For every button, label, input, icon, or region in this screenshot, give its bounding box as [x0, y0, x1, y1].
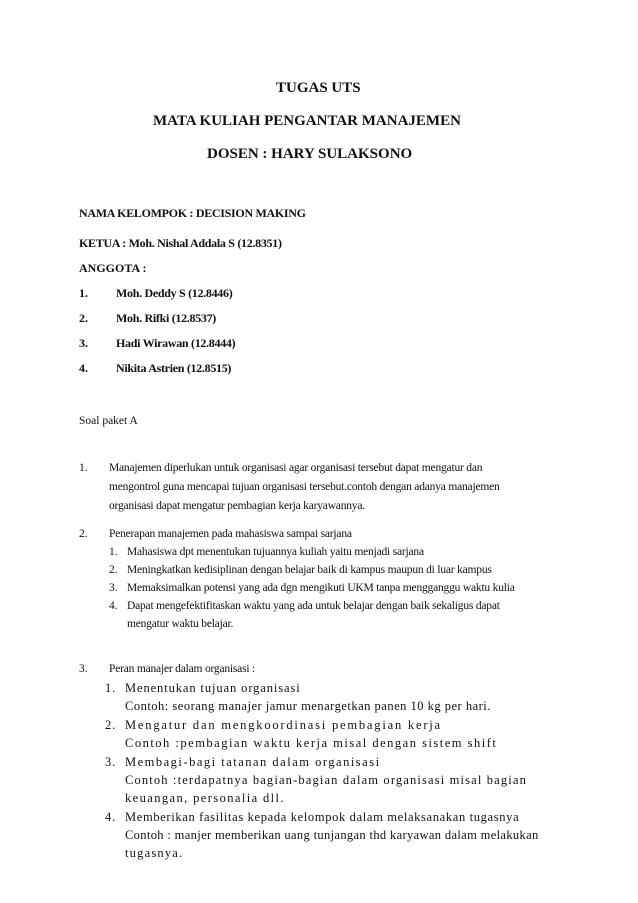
member-name: Hadi Wirawan (12.8444) [116, 336, 236, 350]
sub-item-text: Meningkatkan kedisiplinan dengan belajar baik di kampus maupun di luar kampus [127, 564, 492, 576]
member-number: 1. [79, 286, 88, 300]
member-number: 3. [79, 336, 88, 350]
sub-item-text: Contoh :terdapatnya bagian-bagian dalam organisasi misal bagian [125, 773, 527, 787]
sub-item-text: Mahasiswa dpt menentukan tujuannya kuliah yaitu menjadi sarjana [127, 546, 424, 558]
sub-item-text: Membagi-bagi tatanan dalam organisasi [125, 755, 381, 769]
sub-item-text: Mengatur dan mengkoordinasi pembagian kerja [125, 718, 442, 732]
package-label: Soal paket A [79, 415, 138, 427]
answer-number: 2. [79, 528, 88, 540]
answer-intro: Penerapan manajemen pada mahasiswa sampai sarjana [109, 528, 352, 540]
answer-number: 1. [79, 462, 88, 474]
member-name: Nikita Astrien (12.8515) [116, 361, 232, 375]
course-title: MATA KULIAH PENGANTAR MANAJEMEN [153, 113, 461, 129]
group-leader: KETUA : Moh. Nishal Addala S (12.8351) [79, 236, 282, 250]
members-label: ANGGOTA : [79, 261, 147, 275]
sub-item-text: Memaksimalkan potensi yang ada dgn mengikuti UKM tanpa mengganggu waktu kulia [127, 582, 515, 594]
sub-item-number: 2. [109, 564, 118, 576]
sub-item-number: 1. [109, 546, 118, 558]
answer-intro: Peran manajer dalam organisasi : [109, 663, 256, 675]
answer-text-line: mengontrol guna mencapai tujuan organisasi tersebut.contoh dengan adanya manajemen [109, 481, 500, 493]
group-name: NAMA KELOMPOK : DECISION MAKING [79, 206, 306, 220]
lecturer-line: DOSEN : HARY SULAKSONO [207, 146, 413, 162]
sub-item-text: Menentukan tujuan organisasi [125, 681, 301, 695]
sub-item-text: tugasnya. [125, 846, 184, 860]
sub-item-text: Memberikan fasilitas kepada kelompok dalam melaksanakan tugasnya [125, 810, 520, 824]
sub-item-number: 4. [105, 810, 117, 824]
member-number: 2. [79, 311, 88, 325]
sub-item-text: keuangan, personalia dll. [125, 791, 285, 805]
member-number: 4. [79, 361, 88, 375]
sub-item-number: 2. [105, 718, 117, 732]
sub-item-text: mengatur waktu belajar. [127, 618, 234, 630]
answer-text-line: Manajemen diperlukan untuk organisasi agar organisasi tersebut dapat mengatur dan [109, 462, 483, 474]
member-name: Moh. Rifki (12.8537) [116, 311, 216, 325]
sub-item-number: 1. [105, 681, 117, 695]
sub-item-text: Contoh: seorang manajer jamur menargetkan panen 10 kg per hari. [125, 699, 491, 713]
sub-item-text: Contoh : manjer memberikan uang tunjangan thd karyawan dalam melakukan [125, 828, 539, 842]
sub-item-text: Contoh :pembagian waktu kerja misal dengan sistem shift [125, 736, 498, 750]
sub-item-number: 3. [105, 755, 117, 769]
document-title: TUGAS UTS [276, 80, 361, 96]
member-name: Moh. Deddy S (12.8446) [116, 286, 233, 300]
answer-number: 3. [79, 663, 88, 675]
sub-item-number: 3. [109, 582, 118, 594]
sub-item-text: Dapat mengefektifitaskan waktu yang ada untuk belajar dengan baik sekaligus dapat [127, 600, 500, 612]
answer-text-line: organisasi dapat mengatur pembagian kerja karyawannya. [109, 500, 365, 512]
sub-item-number: 4. [109, 600, 118, 612]
